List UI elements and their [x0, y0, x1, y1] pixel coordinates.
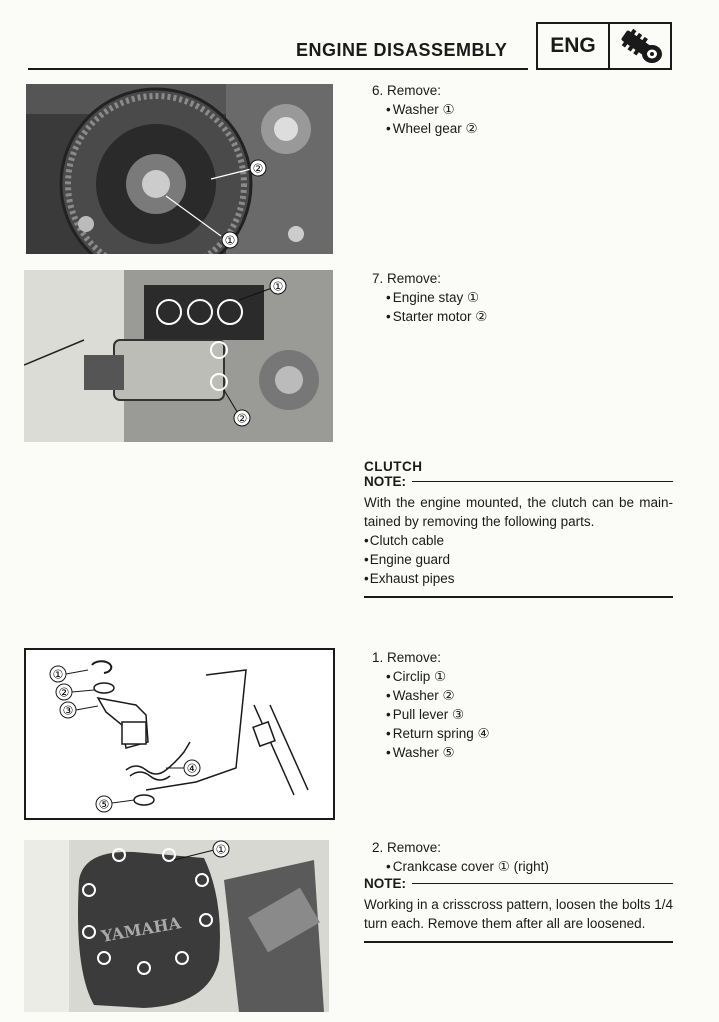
callout-1: ①: [272, 279, 284, 294]
callout-3: ③: [62, 703, 74, 718]
step-7-title: 7. Remove:: [372, 271, 442, 286]
list-item: • Engine stay ①: [386, 288, 672, 307]
header-rule: [28, 68, 528, 70]
photo-starter-motor: [24, 270, 333, 442]
clutch-section: [364, 459, 673, 598]
section-badge-label: ENG: [538, 24, 610, 68]
note-label: NOTE:: [364, 876, 406, 891]
callout-2: ②: [236, 411, 248, 426]
note-text: With the engine mounted, the clutch can be main-tained by removing the following parts.: [364, 495, 673, 529]
note-rule: [412, 883, 673, 885]
note-text: Working in a crisscross pattern, loosen the bolts 1/4 turn each. Remove them after all are loosened.: [364, 897, 673, 931]
photo-wheel-gear: [26, 84, 333, 254]
note-label: NOTE:: [364, 474, 406, 489]
list-item: • Exhaust pipes: [364, 569, 673, 588]
step-7: [372, 269, 672, 326]
callout-2: ②: [252, 161, 264, 176]
section-rule: [364, 596, 673, 598]
list-item: • Pull lever ③: [386, 705, 672, 724]
list-item: • Washer ①: [386, 100, 672, 119]
clutch-step-1-title: 1. Remove:: [372, 650, 442, 665]
note-header: [364, 474, 673, 489]
list-item: • Engine guard: [364, 550, 673, 569]
callout-1: ①: [52, 667, 64, 682]
list-item: • Washer ⑤: [386, 743, 672, 762]
step-6-title: 6. Remove:: [372, 83, 442, 98]
callout-2: ②: [58, 685, 70, 700]
list-item: • Starter motor ②: [386, 307, 672, 326]
clutch-step-1: [372, 648, 672, 762]
callout-1: ①: [215, 842, 227, 857]
section-badge: [536, 22, 672, 70]
list-item: • Return spring ④: [386, 724, 672, 743]
yamaha-logo: YAMAHA: [99, 913, 183, 946]
note-rule: [412, 481, 673, 483]
list-item: • Wheel gear ②: [386, 119, 672, 138]
list-item: • Circlip ①: [386, 667, 672, 686]
section-rule: [364, 941, 673, 943]
list-item: • Washer ②: [386, 686, 672, 705]
callout-4: ④: [186, 761, 198, 776]
diagram-pull-lever: [24, 648, 335, 820]
callout-5: ⑤: [98, 797, 110, 812]
callout-1: ①: [224, 233, 236, 248]
list-item: • Crankcase cover ① (right): [386, 857, 673, 876]
list-item: • Clutch cable: [364, 531, 673, 550]
step-6: [372, 81, 672, 138]
clutch-step-2: [364, 838, 673, 943]
photo-crankcase-cover: [24, 840, 329, 1012]
note-header: [364, 876, 673, 891]
clutch-step-2-title: 2. Remove:: [372, 840, 442, 855]
engine-icon: [614, 28, 666, 66]
page-title: ENGINE DISASSEMBLY: [296, 40, 508, 60]
section-heading: CLUTCH: [364, 459, 423, 474]
